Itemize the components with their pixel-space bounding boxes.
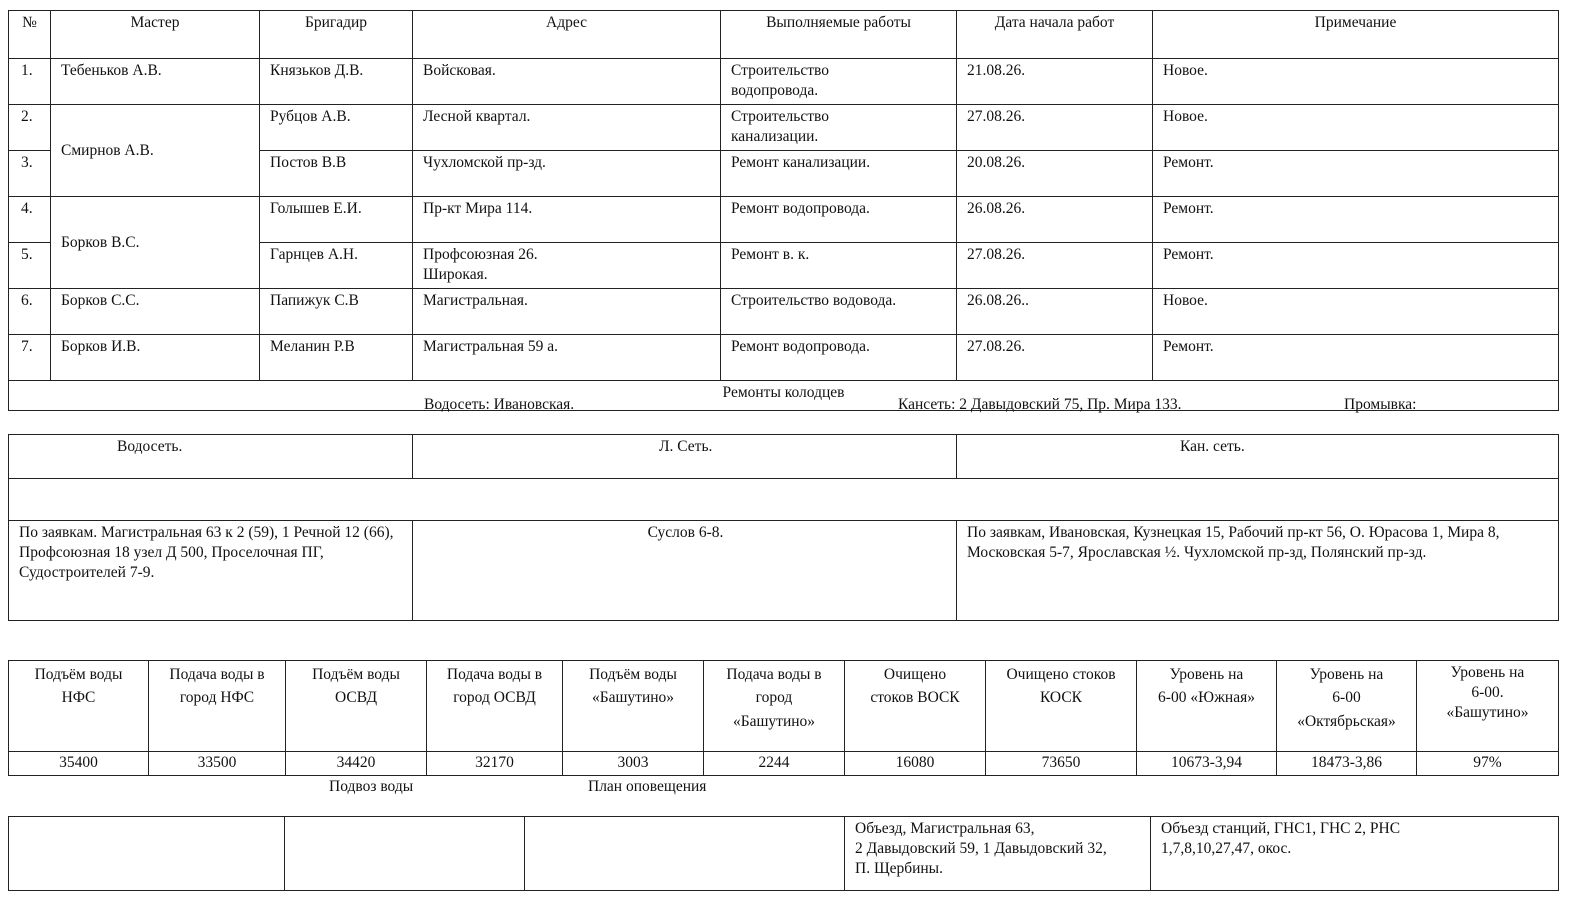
networks-table: [8, 434, 1559, 621]
table-row: [9, 105, 1559, 151]
header-bashutino-rise: Подъём воды «Башутино»: [563, 661, 704, 752]
water-stats-table: [8, 660, 1559, 776]
networks-body-row: [9, 521, 1559, 621]
row-date: 27.08.26.: [957, 243, 1153, 289]
value-kosk-cleaned: 73650: [986, 752, 1137, 776]
row-brigadir: Князьков Д.В.: [260, 59, 413, 105]
row-date: 27.08.26.: [957, 335, 1153, 381]
row-date: 26.08.26..: [957, 289, 1153, 335]
header-vodoset: Водосеть.: [9, 435, 413, 479]
col-header-date: Дата начала работ: [957, 11, 1153, 59]
header-nfs-supply: Подача воды в город НФС: [149, 661, 286, 752]
networks-header-row: [9, 435, 1559, 479]
vodoset-requests: По заявкам. Магистральная 63 к 2 (59), 1 Речной 12 (66), Профсоюзная 18 узел Д 500, Проселочная ПГ, Судостроителей 7-9.: [9, 521, 413, 621]
networks-empty-row: [9, 479, 1559, 521]
row-master: Смирнов А.В.: [51, 105, 260, 197]
row-address: Магистральная 59 а.: [413, 335, 721, 381]
row-note: Новое.: [1153, 105, 1559, 151]
row-work: Ремонт водопровода.: [721, 335, 957, 381]
value-vosk-cleaned: 16080: [845, 752, 986, 776]
header-vosk-cleaned: Очищено стоков ВОСК: [845, 661, 986, 752]
row-note: Ремонт.: [1153, 151, 1559, 197]
works-footer-row: [9, 381, 1559, 411]
row-address: Войсковая.: [413, 59, 721, 105]
header-l-set: Л. Сеть.: [413, 435, 957, 479]
table-row: [9, 289, 1559, 335]
header-nfs-rise: Подъём воды НФС: [9, 661, 149, 752]
bottom-table: [8, 816, 1559, 891]
value-osvd-supply: 32170: [427, 752, 563, 776]
row-master: Борков С.С.: [51, 289, 260, 335]
row-note: Новое.: [1153, 59, 1559, 105]
empty-cell: [9, 479, 1559, 521]
vodoset-wells-text: Водосеть: Ивановская.: [424, 396, 575, 413]
row-note: Ремонт.: [1153, 197, 1559, 243]
value-level-yuzhnaya: 10673-3,94: [1137, 752, 1277, 776]
empty-cell: [285, 817, 525, 891]
works-header-row: [9, 11, 1559, 59]
row-num: 7.: [9, 335, 51, 381]
row-date: 21.08.26.: [957, 59, 1153, 105]
row-num: 2.: [9, 105, 51, 151]
row-address: Пр-кт Мира 114.: [413, 197, 721, 243]
header-kosk-cleaned: Очищено стоков КОСК: [986, 661, 1137, 752]
row-address: Магистральная.: [413, 289, 721, 335]
row-date: 20.08.26.: [957, 151, 1153, 197]
value-bashutino-rise: 3003: [563, 752, 704, 776]
col-header-work: Выполняемые работы: [721, 11, 957, 59]
header-bashutino-supply: Подача воды в город «Башутино»: [704, 661, 845, 752]
value-nfs-supply: 33500: [149, 752, 286, 776]
value-nfs-rise: 35400: [9, 752, 149, 776]
value-level-bashutino: 97%: [1417, 752, 1559, 776]
col-header-master: Мастер: [51, 11, 260, 59]
water-header-row: [9, 661, 1559, 752]
wells-repair-title: Ремонты колодцев: [9, 381, 1559, 411]
col-header-note: Примечание: [1153, 11, 1559, 59]
kan-set-requests: По заявкам, Ивановская, Кузнецкая 15, Рабочий пр-кт 56, О. Юрасова 1, Мира 8, Московская 5-7, Ярославская ½. Чухломской пр-зд, Полянский пр-зд.: [957, 521, 1559, 621]
value-level-oktyabrskaya: 18473-3,86: [1277, 752, 1417, 776]
detour-text: Объезд, Магистральная 63, 2 Давыдовский 59, 1 Давыдовский 32, П. Щербины.: [845, 817, 1151, 891]
row-work: Ремонт водопровода.: [721, 197, 957, 243]
row-master: Тебеньков А.В.: [51, 59, 260, 105]
row-num: 4.: [9, 197, 51, 243]
row-work: Ремонт в. к.: [721, 243, 957, 289]
works-table: [8, 10, 1559, 411]
row-num: 5.: [9, 243, 51, 289]
header-osvd-supply: Подача воды в город ОСВД: [427, 661, 563, 752]
row-address: Лесной квартал.: [413, 105, 721, 151]
row-work: Ремонт канализации.: [721, 151, 957, 197]
row-master: Борков В.С.: [51, 197, 260, 289]
col-header-brigadir: Бригадир: [260, 11, 413, 59]
header-osvd-rise: Подъём воды ОСВД: [286, 661, 427, 752]
header-kan-set: Кан. сеть.: [957, 435, 1559, 479]
empty-cell: [9, 817, 285, 891]
stations-detour-text: Объезд станций, ГНС1, ГНС 2, РНС 1,7,8,10,27,47, окос.: [1151, 817, 1559, 891]
header-level-yuzhnaya: Уровень на 6-00 «Южная»: [1137, 661, 1277, 752]
row-note: Ремонт.: [1153, 243, 1559, 289]
row-brigadir: Голышев Е.И.: [260, 197, 413, 243]
table-row: [9, 197, 1559, 243]
table-row: [9, 59, 1559, 105]
water-delivery-label: Подвоз воды: [329, 778, 414, 795]
row-brigadir: Меланин Р.В: [260, 335, 413, 381]
row-note: Ремонт.: [1153, 335, 1559, 381]
row-brigadir: Постов В.В: [260, 151, 413, 197]
value-bashutino-supply: 2244: [704, 752, 845, 776]
row-num: 6.: [9, 289, 51, 335]
row-date: 26.08.26.: [957, 197, 1153, 243]
row-num: 1.: [9, 59, 51, 105]
value-osvd-rise: 34420: [286, 752, 427, 776]
bottom-row: [9, 817, 1559, 891]
row-master: Борков И.В.: [51, 335, 260, 381]
row-brigadir: Папижук С.В: [260, 289, 413, 335]
row-address: Профсоюзная 26. Широкая.: [413, 243, 721, 289]
header-level-oktyabrskaya: Уровень на 6-00 «Октябрьская»: [1277, 661, 1417, 752]
kanset-wells-text: Кансеть: 2 Давыдовский 75, Пр. Мира 133.: [898, 396, 1182, 413]
empty-cell: [525, 817, 845, 891]
row-note: Новое.: [1153, 289, 1559, 335]
notification-plan-label: План оповещения: [588, 778, 707, 795]
header-level-bashutino: Уровень на 6-00. «Башутино»: [1417, 661, 1559, 752]
row-brigadir: Рубцов А.В.: [260, 105, 413, 151]
row-num: 3.: [9, 151, 51, 197]
row-work: Строительство водовода.: [721, 289, 957, 335]
row-date: 27.08.26.: [957, 105, 1153, 151]
promyvka-text: Промывка:: [1344, 396, 1417, 413]
row-address: Чухломской пр-зд.: [413, 151, 721, 197]
row-brigadir: Гарнцев А.Н.: [260, 243, 413, 289]
row-work: Строительство канализации.: [721, 105, 957, 151]
col-header-num: №: [9, 11, 51, 59]
l-set-requests: Суслов 6-8.: [413, 521, 957, 621]
col-header-address: Адрес: [413, 11, 721, 59]
water-values-row: [9, 752, 1559, 776]
row-work: Строительство водопровода.: [721, 59, 957, 105]
table-row: [9, 335, 1559, 381]
